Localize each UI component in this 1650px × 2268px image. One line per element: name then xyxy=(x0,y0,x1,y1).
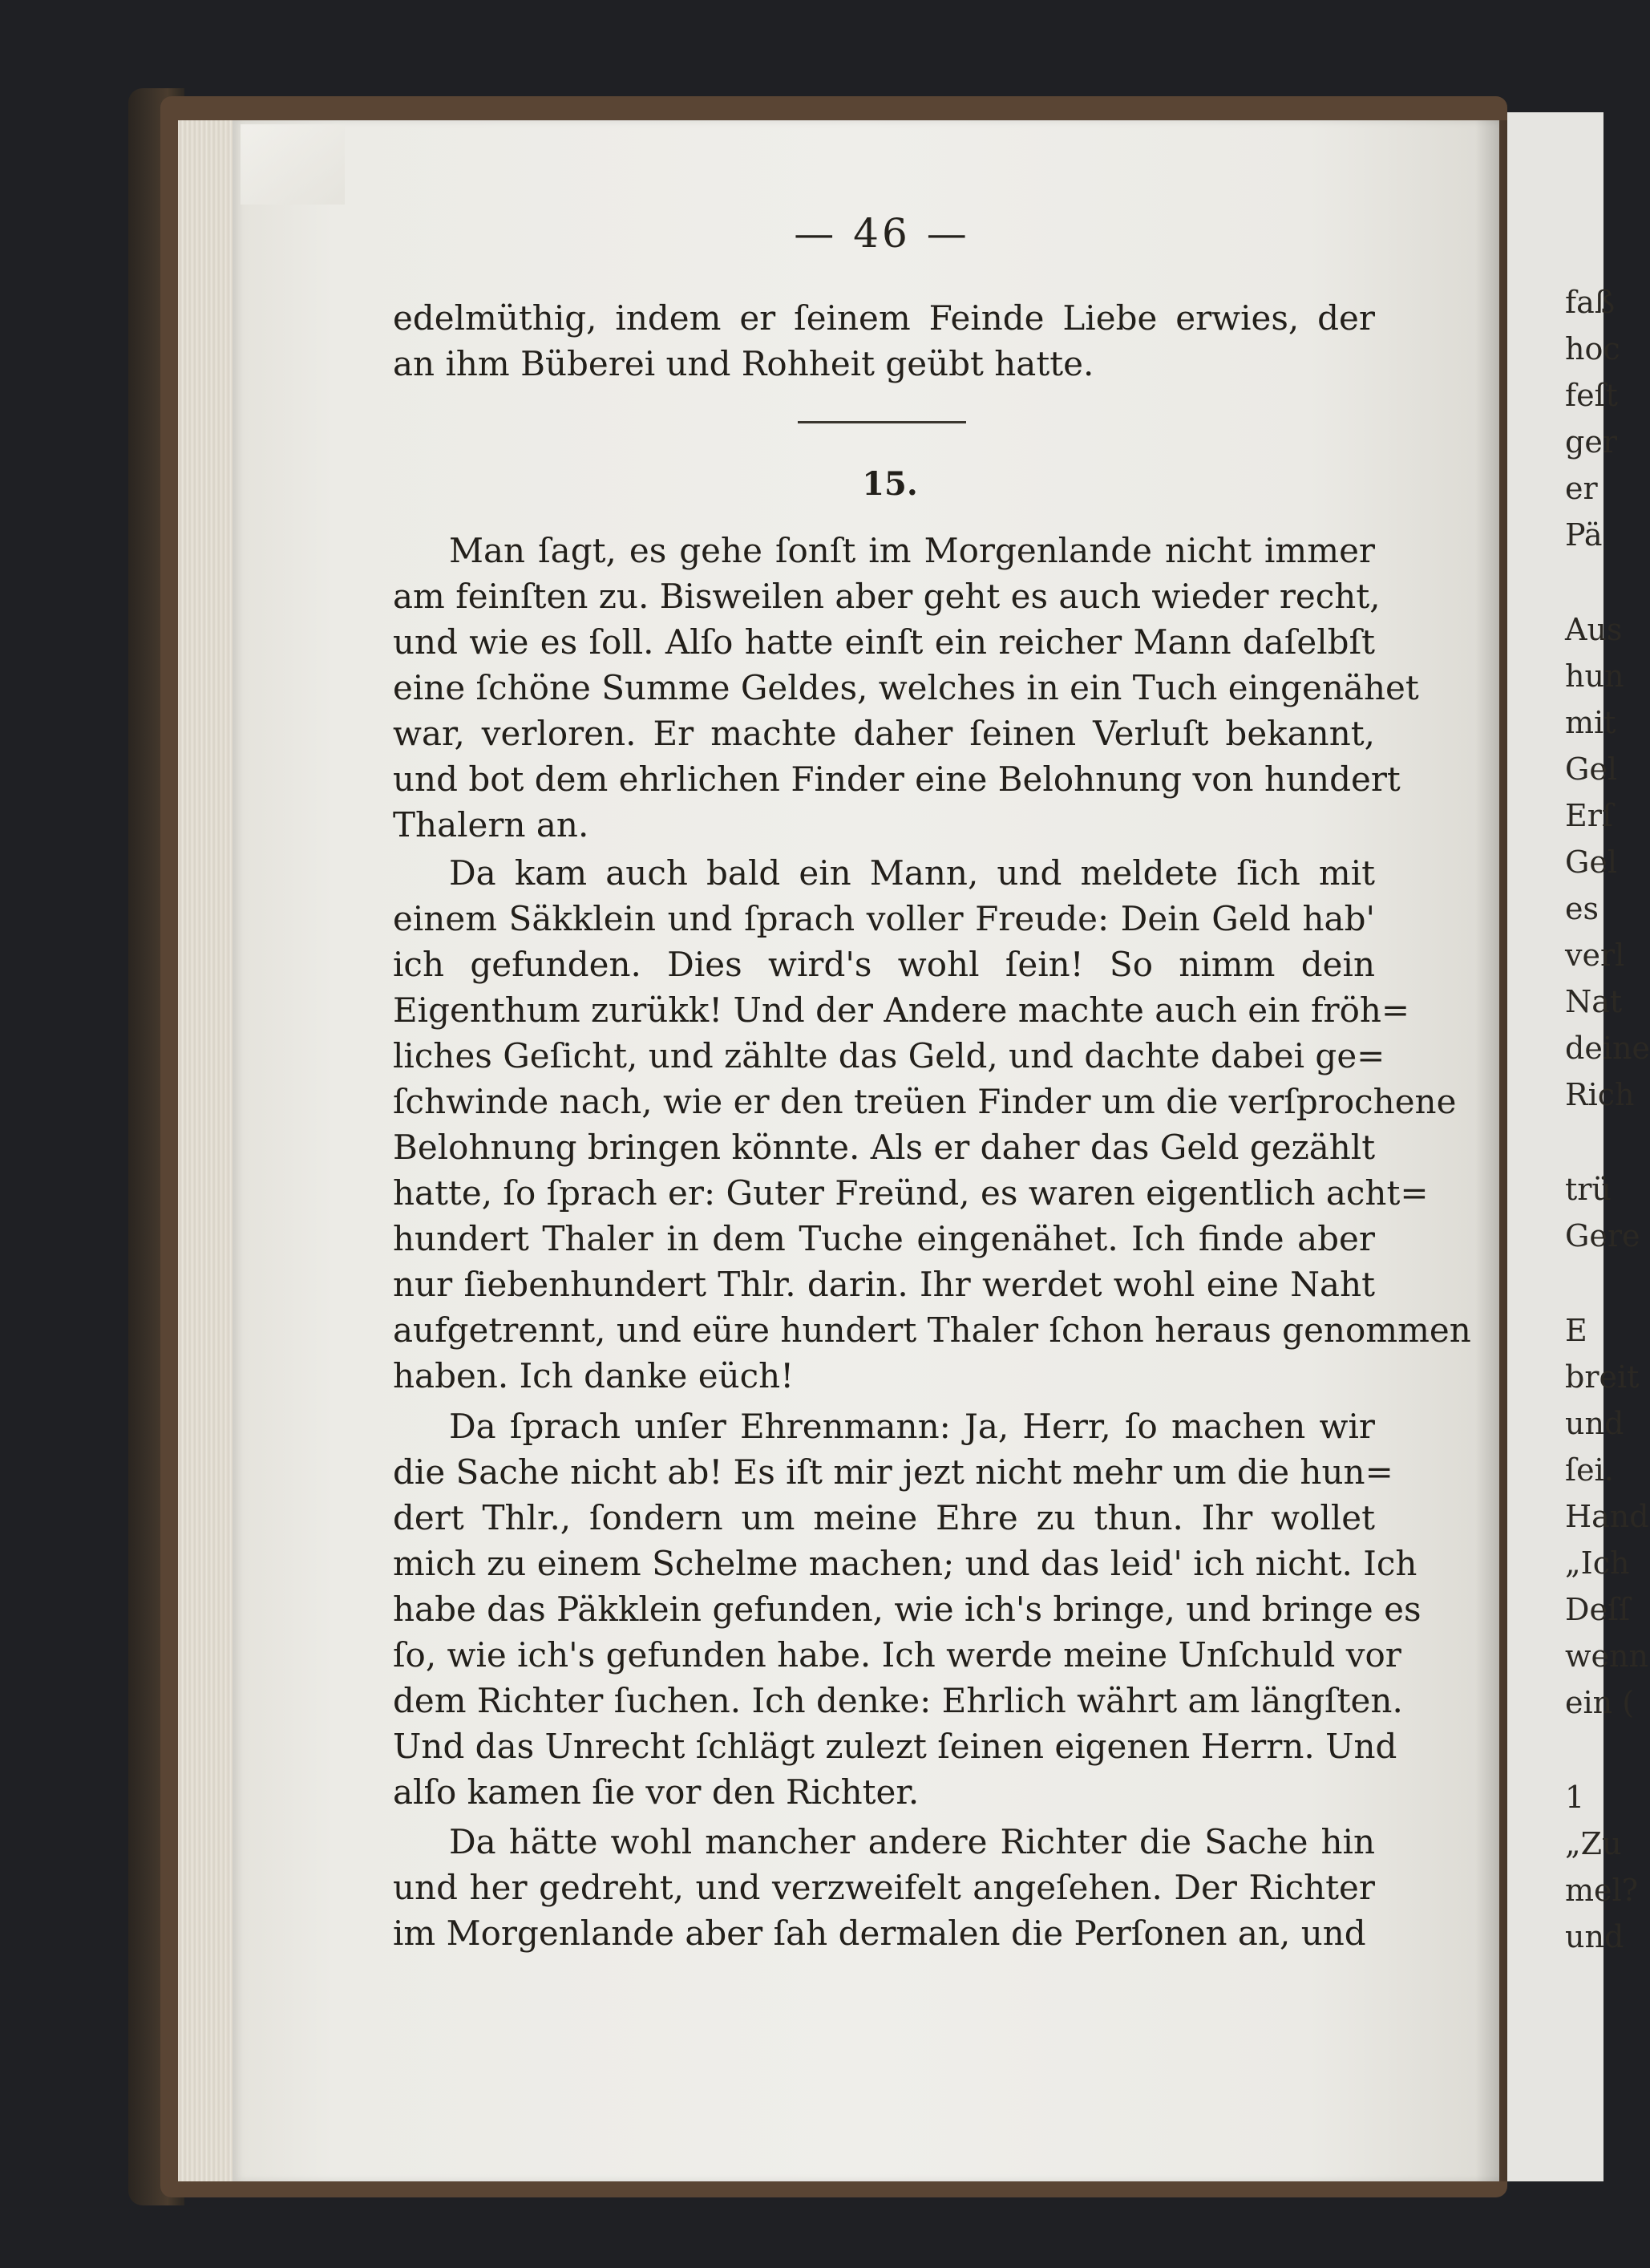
facing-page-fragment: Erſ xyxy=(1565,798,1613,833)
text-line: dert Thlr., ſondern um meine Ehre zu thun. Ihr wollet xyxy=(393,1498,1375,1537)
text-line: Belohnung bringen könnte. Als er daher das Geld gezählt xyxy=(393,1128,1376,1167)
text-line: Thalern an. xyxy=(393,805,589,844)
text-line: haben. Ich danke eüch! xyxy=(393,1356,795,1395)
text-line: Da kam auch bald ein Mann, und meldete ſich mit xyxy=(449,853,1375,893)
facing-page-fragment: hun xyxy=(1565,658,1624,694)
intro-paragraph xyxy=(393,295,1375,387)
facing-page-fragment: breit xyxy=(1565,1359,1640,1395)
facing-page-fragment: er xyxy=(1565,471,1598,506)
text-line: die Sache nicht ab! Es iſt mir jezt nicht mehr um die hun= xyxy=(393,1452,1393,1492)
text-line: am feinſten zu. Bisweilen aber geht es auch wieder recht, xyxy=(393,577,1381,616)
text-line: habe das Päkklein gefunden, wie ich's bringe, und bringe es xyxy=(393,1590,1422,1629)
folded-corner xyxy=(241,124,345,205)
paragraph-1 xyxy=(393,528,1419,848)
facing-page-fragment: ein ( xyxy=(1565,1685,1635,1720)
text-line: liches Geſicht, und zählte das Geld, und dachte dabei ge= xyxy=(393,1036,1385,1075)
facing-page-text xyxy=(1565,285,1650,1966)
facing-page-fragment: es xyxy=(1565,891,1599,926)
text-line: und wie es ſoll. Alſo hatte einſt ein reicher Mann daſelbſt xyxy=(393,622,1375,662)
facing-page-fragment: und xyxy=(1565,1919,1624,1954)
facing-page-fragment: deine xyxy=(1565,1031,1650,1066)
section-divider xyxy=(798,421,966,423)
text-line: mich zu einem Schelme machen; und das leid' ich nicht. Ich xyxy=(393,1544,1417,1583)
text-line: Da ſprach unſer Ehrenmann: Ja, Herr, ſo machen wir xyxy=(449,1407,1375,1446)
page-number: — 46 — xyxy=(794,210,970,257)
facing-page-fragment: ſei. xyxy=(1565,1452,1614,1488)
text-line: im Morgenlande aber ſah dermalen die Perſonen an, und xyxy=(393,1914,1366,1953)
paragraph-3 xyxy=(393,1403,1422,1815)
facing-page-fragment: faß xyxy=(1565,285,1616,320)
facing-page-fragment: Aus xyxy=(1565,612,1623,647)
facing-page-fragment: feſt xyxy=(1565,378,1618,413)
facing-page-fragment: „Ich xyxy=(1565,1545,1630,1581)
text-line: ſo, wie ich's gefunden habe. Ich werde meine Unſchuld vor xyxy=(393,1635,1401,1675)
text-line: nur ſiebenhundert Thlr. darin. Ihr werdet wohl eine Naht xyxy=(393,1265,1375,1304)
paragraph-2 xyxy=(393,850,1471,1399)
facing-page-fragment: wenn xyxy=(1565,1638,1648,1674)
text-line: Und das Unrecht ſchlägt zulezt ſeinen eigenen Herrn. Und xyxy=(393,1727,1397,1766)
text-line: edelmüthig, indem er ſeinem Feinde Liebe erwies, der xyxy=(393,298,1375,338)
text-line: Eigenthum zurükk! Und der Andere machte auch ein fröh= xyxy=(393,990,1410,1030)
facing-page-fragment: und xyxy=(1565,1406,1624,1441)
paragraph-4 xyxy=(393,1819,1375,1956)
facing-page-fragment: ger xyxy=(1565,424,1617,460)
text-line: einem Säkklein und ſprach voller Freude: Dein Geld hab' xyxy=(393,899,1375,938)
facing-page-fragment: verl xyxy=(1565,938,1625,973)
text-line: hatte, ſo ſprach er: Guter Freünd, es waren eigentlich acht= xyxy=(393,1173,1429,1213)
text-line: eine ſchöne Summe Geldes, welches in ein Tuch eingenähet xyxy=(393,668,1419,707)
facing-page-fragment: Hand xyxy=(1565,1499,1649,1534)
facing-page-fragment: Gel xyxy=(1565,844,1617,880)
facing-page-fragment: „Zu xyxy=(1565,1826,1622,1861)
facing-page-fragment: mel? xyxy=(1565,1873,1639,1908)
facing-page-fragment: Gel xyxy=(1565,751,1617,787)
facing-page-fragment: Rich xyxy=(1565,1077,1635,1112)
text-line: ich gefunden. Dies wird's wohl ſein! So nimm dein xyxy=(393,945,1375,984)
text-line: und bot dem ehrlichen Finder eine Belohnung von hundert xyxy=(393,759,1401,799)
text-line: aufgetrennt, und eüre hundert Thaler ſchon heraus genommen xyxy=(393,1310,1471,1350)
text-line: alſo kamen ſie vor den Richter. xyxy=(393,1772,920,1812)
text-line: Da hätte wohl mancher andere Richter die Sache hin xyxy=(449,1822,1375,1861)
facing-page-fragment: E xyxy=(1565,1313,1587,1348)
facing-page-fragment: mit xyxy=(1565,705,1616,740)
section-number: 15. xyxy=(862,465,918,503)
text-line: dem Richter ſuchen. Ich denke: Ehrlich währt am längſten. xyxy=(393,1681,1403,1720)
facing-page-fragment: 1 xyxy=(1565,1780,1585,1815)
text-line: war, verloren. Er machte daher ſeinen Verluſt bekannt, xyxy=(393,714,1375,753)
facing-page-fragment: Nat xyxy=(1565,984,1623,1019)
text-line: und her gedreht, und verzweifelt angeſehen. Der Richter xyxy=(393,1868,1375,1907)
facing-page-fragment: hoc xyxy=(1565,331,1620,367)
facing-page-fragment: Deſſ xyxy=(1565,1592,1631,1627)
facing-page-fragment: trü xyxy=(1565,1172,1612,1207)
text-line: Man ſagt, es gehe ſonſt im Morgenlande nicht immer xyxy=(449,531,1375,570)
facing-page-fragment: Gere xyxy=(1565,1218,1640,1253)
text-line: ſchwinde nach, wie er den treüen Finder um die verſprochene xyxy=(393,1082,1457,1121)
facing-page-fragment: Pä xyxy=(1565,517,1603,553)
text-line: an ihm Büberei und Rohheit geübt hatte. xyxy=(393,344,1094,383)
text-line: hundert Thaler in dem Tuche eingenähet. Ich finde aber xyxy=(393,1219,1375,1258)
